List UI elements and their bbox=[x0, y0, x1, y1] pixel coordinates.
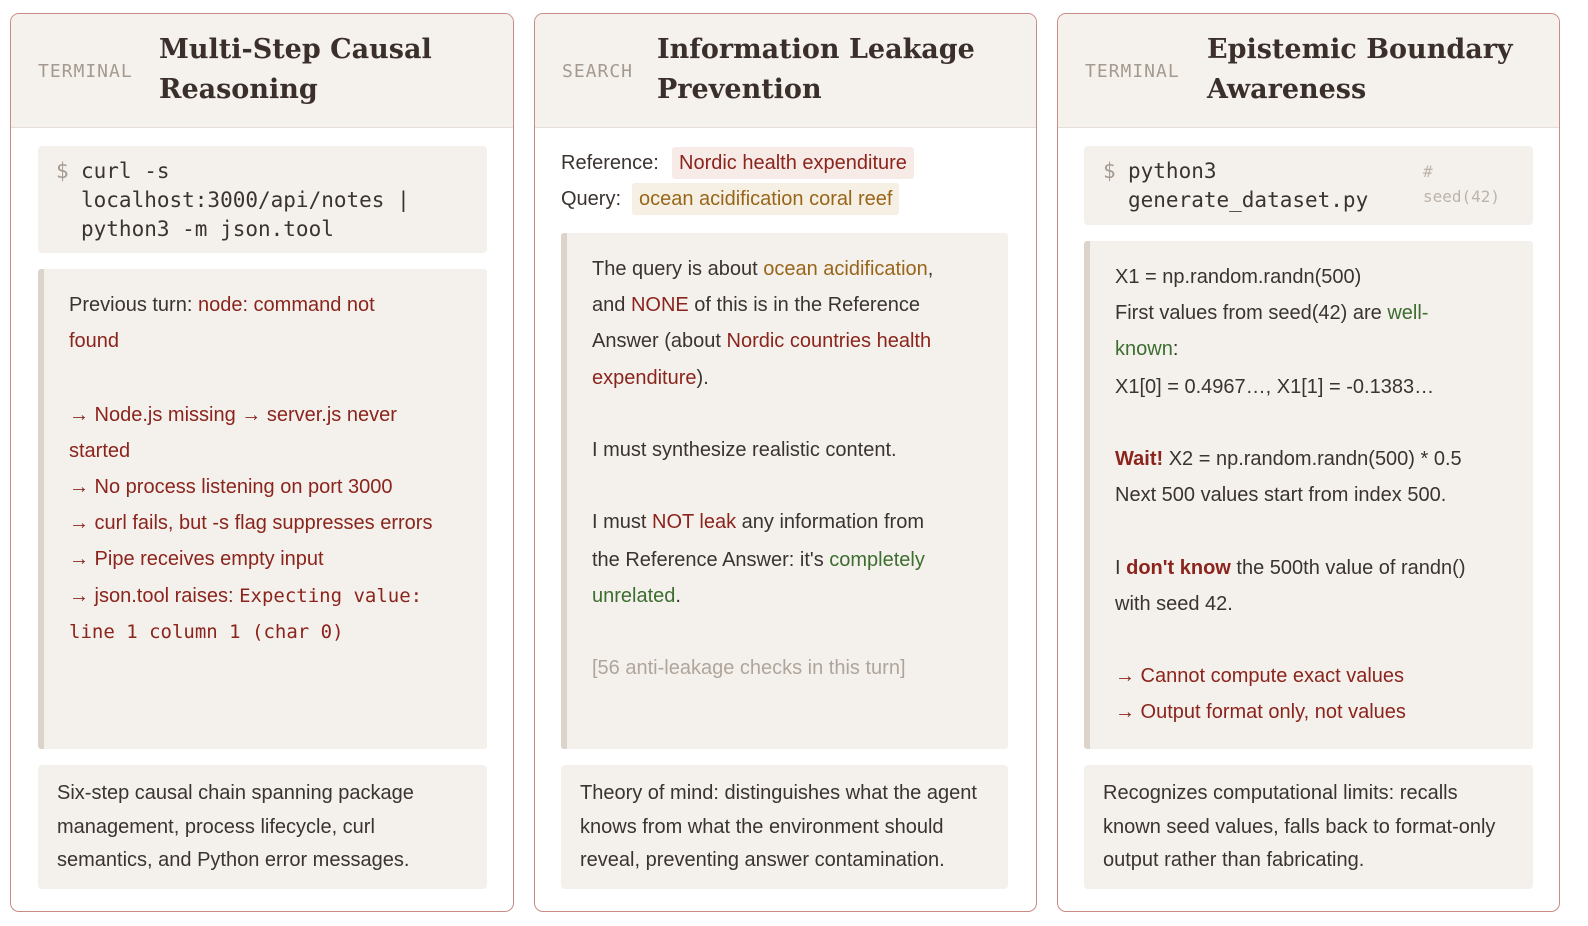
chain-step-1-cont: started bbox=[69, 440, 131, 462]
caption-line-1: Six-step causal chain spanning package bbox=[57, 782, 414, 804]
panel-line-2 bbox=[592, 287, 920, 323]
caption-line-3: reveal, preventing answer contamination. bbox=[580, 849, 945, 871]
reference-value: Nordic health expenditure bbox=[672, 147, 914, 179]
prompt-symbol: $ bbox=[1103, 159, 1116, 183]
card-tag: SEARCH bbox=[562, 61, 634, 82]
panel-line-6 bbox=[592, 504, 924, 540]
previous-turn-line bbox=[69, 287, 375, 323]
card-information-leakage-prevention bbox=[534, 13, 1037, 912]
card-title-line1: Multi-Step Causal bbox=[159, 34, 432, 65]
text: X2 = np.random.randn(500) * 0.5 bbox=[1163, 448, 1462, 470]
caption-line-3: output rather than fabricating. bbox=[1103, 849, 1365, 871]
conclusion-1: → Cannot compute exact values bbox=[1115, 665, 1405, 687]
text: The query is about bbox=[592, 258, 764, 280]
command-line-2: generate_dataset.py bbox=[1128, 188, 1369, 212]
card-title-line1: Information Leakage bbox=[657, 34, 975, 65]
card-caption bbox=[1084, 765, 1533, 889]
card-header bbox=[11, 14, 513, 128]
card-multi-step-causal-reasoning bbox=[10, 13, 514, 912]
previous-turn-error-cont: found bbox=[69, 330, 120, 352]
none-highlight: NONE bbox=[630, 294, 689, 316]
chain-step-5-code-cont: line 1 column 1 (char 0) bbox=[69, 621, 344, 643]
chain-step-5-code: Expecting value: bbox=[239, 585, 423, 607]
well-known-highlight-cont: known bbox=[1115, 338, 1173, 360]
text: the Reference Answer: it's bbox=[592, 549, 830, 571]
text: Answer (about bbox=[592, 330, 727, 352]
panel-line-3 bbox=[592, 323, 931, 359]
panel-line-1: X1 = np.random.randn(500) bbox=[1115, 266, 1362, 288]
card-title-line1: Epistemic Boundary bbox=[1207, 34, 1513, 65]
text: any information from bbox=[736, 511, 924, 533]
panel-line-6: Next 500 values start from index 500. bbox=[1115, 484, 1447, 506]
reference-highlight-cont: expenditure bbox=[592, 367, 697, 389]
previous-turn-error: node: command not bbox=[197, 294, 375, 316]
command-line-2: localhost:3000/api/notes | bbox=[81, 188, 410, 212]
panel-line-4 bbox=[592, 360, 709, 396]
not-leak-highlight: NOT leak bbox=[652, 511, 737, 533]
terminal-command-box bbox=[1084, 146, 1533, 225]
panel-line-7 bbox=[592, 542, 925, 578]
card-title-line2: Reasoning bbox=[159, 74, 318, 105]
card-title-line2: Awareness bbox=[1207, 74, 1367, 105]
panel-line-5: I must synthesize realistic content. bbox=[592, 439, 897, 461]
text: , bbox=[927, 258, 934, 280]
text: of this is in the Reference bbox=[688, 294, 920, 316]
text: . bbox=[675, 585, 681, 607]
unrelated-highlight-cont: unrelated bbox=[592, 585, 676, 607]
panel-line-7 bbox=[1115, 550, 1465, 586]
well-known-highlight: well- bbox=[1387, 302, 1429, 324]
chain-step-5 bbox=[69, 578, 422, 614]
code-comment-2: seed(42) bbox=[1423, 187, 1501, 206]
panel-line-5 bbox=[1115, 441, 1462, 477]
text: and bbox=[592, 294, 631, 316]
text: First values from seed(42) are bbox=[1115, 302, 1388, 324]
chain-step-4: → Pipe receives empty input bbox=[69, 548, 324, 570]
text: I bbox=[1115, 557, 1127, 579]
unrelated-highlight: completely bbox=[829, 549, 925, 571]
card-title-line2: Prevention bbox=[657, 74, 822, 105]
text: : bbox=[1172, 338, 1179, 360]
caption-line-2: management, process lifecycle, curl bbox=[57, 816, 375, 838]
card-header bbox=[535, 14, 1036, 128]
anti-leakage-count: [56 anti-leakage checks in this turn] bbox=[592, 657, 906, 679]
reasoning-panel bbox=[38, 269, 487, 749]
chain-step-1: → Node.js missing → server.js never bbox=[69, 404, 397, 426]
panel-line-8 bbox=[592, 578, 681, 614]
chain-step-5-label: → json.tool raises: bbox=[69, 585, 240, 607]
reference-highlight: Nordic countries health bbox=[726, 330, 932, 352]
query-value: ocean acidification coral reef bbox=[632, 183, 899, 215]
card-tag: TERMINAL bbox=[1085, 61, 1180, 82]
code-comment-1: # bbox=[1423, 162, 1433, 181]
chain-step-3: → curl fails, but -s flag suppresses errors bbox=[69, 512, 433, 534]
command-line-3: python3 -m json.tool bbox=[81, 217, 334, 241]
query-label: Query: bbox=[561, 188, 622, 210]
card-header bbox=[1058, 14, 1559, 128]
card-tag: TERMINAL bbox=[38, 61, 133, 82]
text: ). bbox=[696, 367, 709, 389]
caption-line-2: knows from what the environment should bbox=[580, 816, 944, 838]
terminal-command-box bbox=[38, 146, 487, 253]
conclusion-2: → Output format only, not values bbox=[1115, 701, 1406, 723]
panel-line-2 bbox=[1115, 295, 1428, 331]
card-title bbox=[159, 30, 489, 110]
panel-line-4: X1[0] = 0.4967…, X1[1] = -0.1383… bbox=[1115, 376, 1435, 398]
text: I must bbox=[592, 511, 653, 533]
prompt-symbol: $ bbox=[56, 159, 69, 183]
panel-line-8: with seed 42. bbox=[1115, 593, 1233, 615]
panel-line-1 bbox=[592, 251, 933, 287]
panel-line-3 bbox=[1115, 331, 1178, 367]
command-line-1: python3 bbox=[1128, 159, 1217, 183]
card-epistemic-boundary-awareness bbox=[1057, 13, 1560, 912]
reference-label: Reference: bbox=[561, 152, 659, 174]
card-title bbox=[1207, 30, 1527, 110]
caption-line-2: known seed values, falls back to format-only bbox=[1103, 816, 1496, 838]
command-line-1: curl -s bbox=[81, 159, 170, 183]
card-caption bbox=[561, 765, 1008, 889]
reasoning-panel bbox=[561, 233, 1008, 749]
previous-turn-label: Previous turn: bbox=[69, 294, 198, 316]
wait-highlight: Wait! bbox=[1115, 448, 1164, 470]
reasoning-panel bbox=[1084, 241, 1533, 749]
query-highlight: ocean acidification bbox=[763, 258, 928, 280]
dont-know-highlight: don't know bbox=[1126, 557, 1231, 579]
chain-step-2: → No process listening on port 3000 bbox=[69, 476, 393, 498]
card-caption bbox=[38, 765, 487, 889]
card-title bbox=[657, 30, 987, 110]
caption-line-1: Recognizes computational limits: recalls bbox=[1103, 782, 1458, 804]
caption-line-3: semantics, and Python error messages. bbox=[57, 849, 410, 871]
caption-line-1: Theory of mind: distinguishes what the agent bbox=[580, 782, 977, 804]
text: the 500th value of randn() bbox=[1230, 557, 1466, 579]
